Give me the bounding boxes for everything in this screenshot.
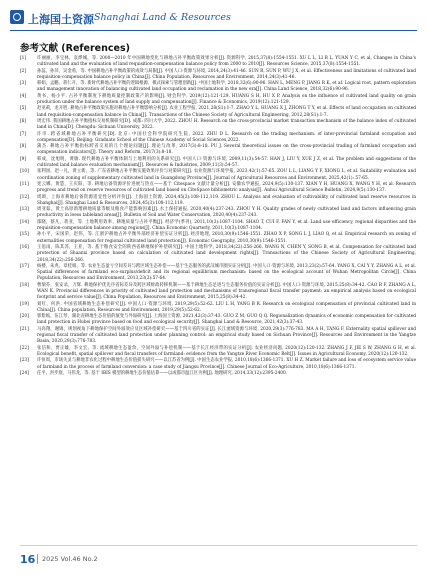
reference-text: 张信和，贾正雄，李文宏，等. 流域耕地生态盈余、空间外溢与补偿机制——基于长江经济带的实证分析[J]. 农业经济问题, 2020(12):120-132. ZHANG J F, JIE S W, ZHANG G H, et al. Ecological benefit, spatial spillover and fiscal transfers of farmland: evidence from the Yangtze River Economic Belt[J]. Issues in Agricultural Economy, 2020(12):120-132. — [37, 345, 416, 357]
reference-number: [10] — [20, 169, 29, 175]
reference-text: 张利国，赵一凡，黄立新，等. 广东省耕地占补平衡实施效果评价与对策研究[J]. 农业资源与环境学报, 2023,42(1):57-65. ZOU L L, LIANG Y F, XIONG L, et al. Suitability evaluation and coordination zoning of supplementary cultivated land in Guangdong Province[J]. Journal of Agricultural Resources and Environment, 2025,42(1): 57-65. — [37, 169, 416, 181]
reference-text: 韩成，沈旭明，黄敏. 现代耕地占补平衡体制与土地利用的关系研究[J]. 中国人口·资源与环境, 2009,11(3):54-57. HAN J, LIU Y, XUE J Z, et al. The problem and suggestions of the cultivated land balance evaluation mechanism[J]. Resources & Industries, 2009,11(3):54-57. — [37, 156, 416, 169]
reference-item — [20, 245, 416, 264]
reference-text: 王思雨，陈其苏，王亚，等. 基于粮食安全的陕西省耕地保护补偿研究[J]. 中国土地科学, 2018,34(22):256-266. WANG N, CHEN Y, SONG B, et al. Compensation for cultivated land protection of Shaanxi province based on calculation of cultivated land development rights[J]. Transactions of the Chinese Society of Agricultural Engineering, 2018,34(22):256-266. — [37, 244, 416, 263]
reference-text: 许丽丽，李宝林，袁烨城，等. 2000—2010 年中国耕地变化与耕地占补平衡政策效果分析[J]. 资源科学, 2015,37(8):1554-1551. XU L L, LI B L, YUAN Y C, et al. Changes in China's cultivated land and the evaluation of land requisition-compensation balance policy from 2000 to 2010[J]. Resources Science, 2015,37(8):1554-1551. — [37, 56, 416, 68]
reference-number: [9] — [20, 156, 27, 162]
reference-text: 宪云娜，黄慧，王庆阳，等. 耕地后备资源评价进展与热点——基于 Citespace 文献计量分析[J]. 安徽农学通报, 2024,9(5):130-137. XIAN Y H, HUANG X, WANG Y H, et al. Research progress and trend on reserve resources of cultivated land based on CiteSpace bibliometric analysis[J]. Anhui Agricultural Science Bulletin, 2024,9(5):130-137. — [37, 181, 416, 194]
reference-text: 韩娟，孟鹏，蒋仁开，等. 新时代耕地占补平衡的逻辑根源、模式探索与管理创新[J]. 中国土地科学, 2018,32(6):90-96. HAN L, MENG P, JIANG R K, et al. Logical root, pattern exploration and management innovation of balancing cultivated land occupation and reclamation in the new era[J]. China Land Science, 2018,32(6):90-96. — [37, 81, 416, 93]
reference-item — [20, 346, 416, 359]
reference-text: 曹瑞芬，张安录，万辉. 耕地保护优先序省际差异及跨区域财政转移机制——基于耕地生态足迹与生态服务价值的实证分析[J]. 中国人口·资源与环境, 2015,25(8):34-42. CAO R F, ZHANG A L, WAN K. Provincial differences in priority of cultivated land protection and mechanisms of transregional fiscal transfer payment: an empirical analysis based on ecological footprint and service value[J]. China Population, Resources and Environment, 2015,25(8):34-42. — [37, 282, 416, 301]
reference-text: 郭紫嫣，伍江琴，湖北省耕地生态价值的演变与外溢研究[J]. 上海国土资源, 2021,42(3):37-43. GUO Z M, GUO Q Q. Regionalization dynamics of economic compensation for cultivated land protection in Hubei province based on food and ecological security[J]. Shanghai Land & Resource, 2021,42(3):37-43. — [37, 314, 416, 326]
reference-number: [14] — [20, 219, 29, 225]
reference-number: [7] — [20, 131, 27, 137]
reference-number: [13] — [20, 207, 29, 213]
journal-title-cn: 上海国土资源 — [28, 13, 94, 26]
reference-number: [18] — [20, 282, 29, 288]
reference-text: 许市. 跨省域耕地占补平衡研究[D]. 北京: 中国社会科学院研究生院, 2022. ZHU D L. Research on the trading mechanism. of inter-provincial farmland occupation and compensation[D]. Beijing: Graduate School of the Chinese Academy of Social Sciences,2022. — [37, 131, 416, 143]
reference-text: 任平，洪步庭，马伟龙，等. 基于 IBIS 模型的耕地生态价值估算——以成都市温江区为例[J]. 地理研究, 2014,33(12):2395-2400. — [37, 370, 288, 376]
reference-number: [16] — [20, 244, 29, 250]
reference-number: [11] — [20, 181, 29, 187]
reference-text: 黄书，杨小平. 占补平衡制度下耕地质量控制政策产的影响[J]. 财会科学, 2019(12):121-129. HUANG S H, HU X P. Analysis on the influence of cultivated land quality on grain production under the balance system of land supply and compensation[J]. Finance & Economics, 2019(12):121-129. — [37, 93, 416, 106]
page-footer — [0, 545, 427, 575]
reference-number: [4] — [20, 93, 27, 99]
reference-text: 孙蕊，孙萍，吴金希，等. 中国耕地占补平衡政策的成效与局限[J]. 中国人口·资源与环境, 2014,24(3):41-46. SUN R, SUN P, WU J X, et al. Effectiveness and limitations of cultivated land requisition-compensation balance policy in China[J]. China Population, Resources and Environment, 2014,24(3):41-46. — [37, 68, 416, 80]
reference-number: [21] — [20, 326, 29, 332]
reference-item — [20, 220, 416, 233]
reference-text: 马高翔，谢锦，规划视角下耕地保护空间外溢效应及区域补偿研究——基于四川省的实证[J]. 长江流域资源与环境, 2020,29(3):776-783. MA A H, TANG F. Externality spatial spillover and regional fiscal transfer of cultivated land protection under planning control: an empirical study based on Sichuan Province[J]. Resources and Environment in the Yangtze Basin, 2020,29(3):776-783. — [37, 326, 416, 345]
reference-item — [20, 207, 416, 220]
reference-number: [6] — [20, 118, 27, 124]
reference-item — [20, 94, 416, 107]
reference-item — [20, 358, 416, 371]
reference-number: [17] — [20, 263, 29, 269]
reference-item — [20, 232, 416, 245]
reference-text: 周亚茹，黄土高原新增耕地质量等级及粮食产能影响因素[J]. 水土保持通报, 2020,40(4):237-243. ZHOU Y H. Quality grades of newly cultivated land and factors influencing grain productivity in loess tableland areas[J]. Bulletin of Soil and Water Conservation, 2020,40(4):237-243. — [37, 207, 416, 219]
reference-text: 孙小平，宋国荣，赵伟，等. 江浙沪耕地占补平衡外部经济补偿实证分析[J]. 经济地理, 2010,30(9):1546-1551. ZHAO X P, SONG L J, LIAO Q, et al. Empirical research on zoning of externalities compensation for regional cultivated land protection[J]. Economic Geography, 2010,30(9):1546-1551. — [37, 232, 416, 244]
reference-item — [20, 81, 416, 94]
reference-item — [20, 371, 416, 377]
reference-number: [8] — [20, 144, 27, 150]
reference-number: [23] — [20, 358, 29, 364]
reference-item — [20, 302, 416, 315]
reference-item — [20, 144, 416, 157]
journal-header — [0, 0, 427, 34]
reference-number: [20] — [20, 314, 29, 320]
journal-logo-icon — [10, 10, 24, 24]
footer-separator — [37, 554, 38, 564]
reference-number: [12] — [20, 194, 29, 200]
reference-item — [20, 283, 416, 302]
reference-list — [20, 56, 416, 377]
reference-text: 赵亚莉，龙开胜. 耕地占补平衡政策实施对耕地占补平衡影响分析[J]. 农业工程学报, 2021,28(S1):1-7. ZHAO Y L, HUANG X J, ZHONG T Y, et al. Effects of land occupation on cultivated land requisition-compensation balance in China[J]. Transactions of the Chinese Society of Agricultural Engineering, 2012,28(S1):1-7. — [37, 106, 416, 118]
reference-number: [15] — [20, 232, 29, 238]
reference-item — [20, 106, 416, 119]
reference-text: 刘红，何洪. 中国省域耕地生态补偿研究[J]. 中国人口·资源与环境, 2019,29(5):52-62. LIU L H, YANG B R. Research on ecological compensation of provincial cultivated land in China[J]. China population, Resources and Environment, 2019,29(5):52-62. — [37, 301, 416, 313]
reference-number: [22] — [20, 345, 29, 351]
journal-title-en: Shanghai Land & Resources — [94, 12, 231, 23]
reference-number: [5] — [20, 106, 27, 112]
reference-item — [20, 119, 416, 132]
reference-item — [20, 69, 416, 82]
reference-item — [20, 327, 416, 346]
reference-number: [3] — [20, 81, 27, 87]
reference-text: 许恒周，市场失灵与耕地非农化过程中耕地生态价值损失研究——以江苏省为例[J]. 中国生态农业学报, 2010,18(6):1366-1371. XU H Z. Market failure and loss of ecosystem service value of farmland in the process of farmland conversion: a case study of Jiangsu Province[J]. Chinese Journal of Eco-Agriculture, 2010,18(6):1366-1371. — [37, 358, 416, 370]
reference-text: 蒲杰. 耕地占补平衡指标跨省交易的几个理论问题[J]. 理论与改革, 2017(3):8-18. PU J. Several theoretical issues on the cross-provincial trading of farmland occupation and compensation indicators[J]. Theory and Reform, 2017(3):8-18. — [37, 144, 416, 156]
header-divider — [10, 30, 417, 31]
reference-item — [20, 132, 416, 145]
reference-item — [20, 195, 416, 208]
reference-number: [1] — [20, 56, 27, 61]
footer-divider — [20, 545, 417, 546]
reference-item — [20, 314, 416, 327]
reference-item — [20, 56, 416, 69]
references-heading: 参考文献 (References) — [20, 43, 130, 54]
reference-text: 邵晓，蔡凡，蒋亚，等. 土地利用效率、耕地质量与占补平衡[J]. 经济学(季刊), 2011,10(3):1087-1104. SHAO T, CUI F, FAN Y, et al. Land use efficiency, regional disparities and the requisition-compensation balance among regions[J]. China Economic Quarterly, 2011,10(3):1087-1104. — [37, 219, 416, 232]
reference-item — [20, 264, 416, 283]
reference-item — [20, 157, 416, 170]
reference-text: 周颂，上海市耕地后备资源适宜性分析评价[J]. 上海国土资源, 2024,45(3):108-112,119. ZHOU L. Analysis and evaluation of cultivability of cultivated land reserve resources in Shanghai[J]. Shanghai Land & Resources, 2024,45(3):108-112,119. — [37, 194, 416, 206]
reference-item — [20, 169, 416, 182]
reference-number: [2] — [20, 68, 27, 74]
issue-info: 2025 Vol.46 No.2 — [42, 555, 98, 563]
reference-number: [24] — [20, 370, 29, 376]
page-number: 16 — [20, 553, 36, 566]
reference-text: 周宏伟. 我国耕地占补平衡指标交易机制研究[D]. 成都: 四川大学, 2022. ZHOU H. Research on the cross-provincial market transaction mechanism of the balance index of cultivated land in China[D]. Chengdu: Sichuan University, 2022. — [37, 118, 416, 131]
reference-number: [19] — [20, 301, 29, 307]
reference-item — [20, 182, 416, 195]
reference-text: 杨楼，朱兆，章桂娟，等. 农业生态盈亏空间差异与跨区域生态补偿——基于生态服务的武汉城市圈实证分析[J]. 中国人口·资源与环境, 2013,23(2):57-64. YANG X, CAI Y Y, ZHANG A L, et al. Spatial differences of farmland eco-surplus/deficit and its regional equilibrium mechanism: based on the ecological account of Wuhan Metropolitan Circle[J]. China Population, Resources and Environment, 2013,23(2):57-64. — [37, 263, 416, 282]
